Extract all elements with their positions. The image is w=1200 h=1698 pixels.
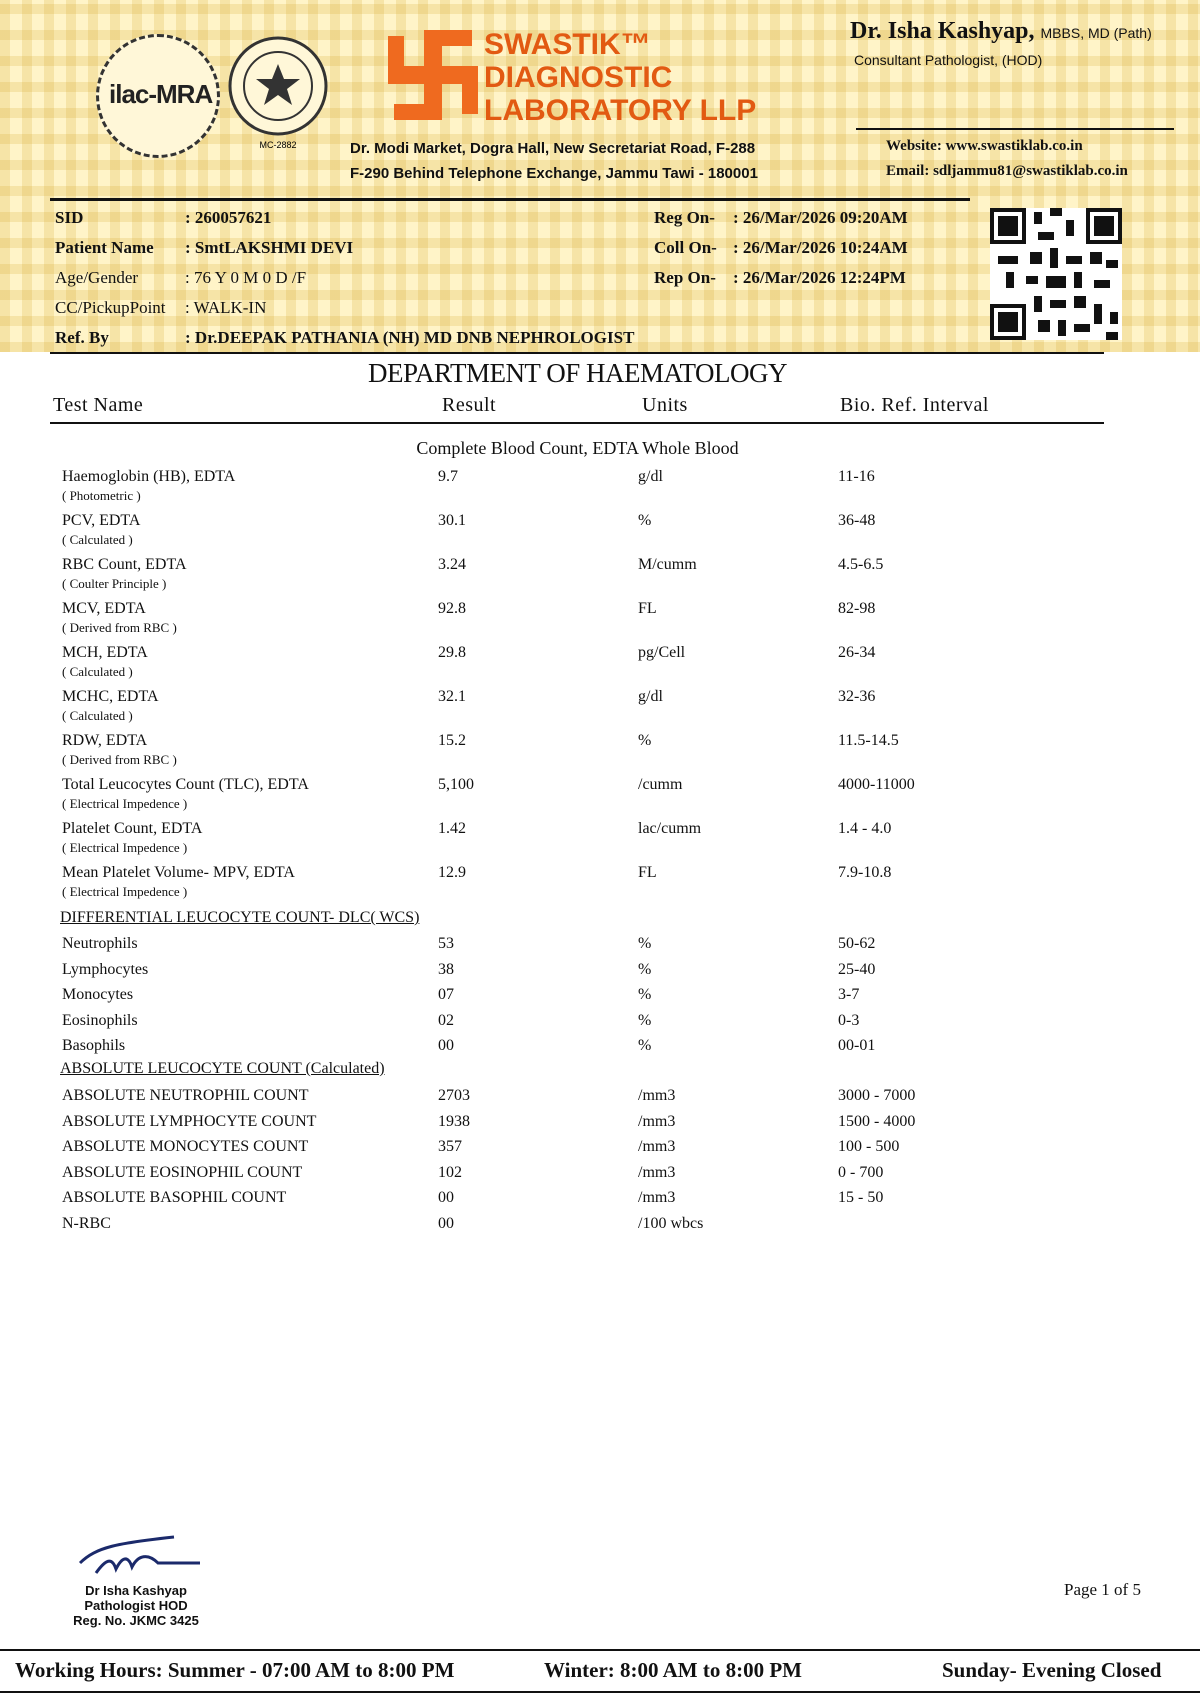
- test-name: Platelet Count, EDTA: [62, 820, 203, 837]
- unit-value: %: [638, 935, 652, 952]
- ref-interval: 82-98: [838, 600, 876, 617]
- ref-interval: 4000-11000: [838, 776, 915, 793]
- patient-name-value: : SmtLAKSHMI DEVI: [185, 238, 354, 257]
- divider: [0, 1649, 1200, 1651]
- ref-interval: 36-48: [838, 512, 876, 529]
- result-value: 15.2: [438, 732, 466, 749]
- test-name: ABSOLUTE MONOCYTES COUNT: [62, 1138, 309, 1155]
- ref-interval: 50-62: [838, 935, 876, 952]
- unit-value: /100 wbcs: [638, 1214, 704, 1232]
- test-method: ( Photometric ): [62, 488, 141, 503]
- address-line-1: Dr. Modi Market, Dogra Hall, New Secretariat Road, F-288: [350, 140, 756, 157]
- ref-interval: 1.4 - 4.0: [838, 820, 892, 837]
- unit-value: /mm3: [638, 1163, 676, 1181]
- signature-block: [56, 1585, 216, 1628]
- result-value: 9.7: [438, 468, 458, 485]
- unit-value: %: [638, 986, 652, 1003]
- unit-value: /mm3: [638, 1138, 676, 1155]
- result-value: 00: [438, 1214, 454, 1232]
- result-value: 02: [438, 1011, 454, 1029]
- patient-name-label: Patient Name: [55, 238, 154, 257]
- coll-on-value: : 26/Mar/2026 10:24AM: [733, 238, 908, 257]
- test-method: ( Derived from RBC ): [62, 620, 177, 635]
- coll-on-label: Coll On-: [654, 238, 717, 257]
- unit-value: FL: [638, 864, 657, 881]
- brand-line-1: SWASTIK™: [484, 28, 651, 61]
- column-test-name: Test Name: [53, 394, 144, 416]
- age-gender-label: Age/Gender: [55, 268, 139, 287]
- result-value: 38: [438, 960, 454, 978]
- result-value: 1938: [438, 1112, 470, 1130]
- test-name: MCH, EDTA: [62, 644, 148, 661]
- section-title: Complete Blood Count, EDTA Whole Blood: [416, 438, 739, 458]
- reg-on-value: : 26/Mar/2026 09:20AM: [733, 208, 908, 227]
- test-name: ABSOLUTE LYMPHOCYTE COUNT: [62, 1112, 317, 1130]
- result-value: 1.42: [438, 820, 466, 837]
- test-name: Lymphocytes: [62, 960, 149, 978]
- test-name: ABSOLUTE EOSINOPHIL COUNT: [62, 1163, 303, 1181]
- unit-value: %: [638, 960, 652, 978]
- test-name: Monocytes: [62, 986, 134, 1003]
- ref-by-label: Ref. By: [55, 328, 109, 347]
- sid-label: SID: [55, 208, 84, 227]
- result-value: 5,100: [438, 776, 474, 793]
- ref-interval: 25-40: [838, 960, 876, 978]
- result-value: 00: [438, 1189, 454, 1206]
- unit-value: pg/Cell: [638, 644, 686, 661]
- alc-heading: ABSOLUTE LEUCOCYTE COUNT (Calculated): [60, 1060, 385, 1077]
- unit-value: /mm3: [638, 1087, 676, 1104]
- unit-value: M/cumm: [638, 556, 697, 573]
- ref-by-value: : Dr.DEEPAK PATHANIA (NH) MD DNB NEPHROLOGIST: [185, 328, 635, 347]
- test-name: Eosinophils: [62, 1011, 138, 1029]
- test-method: ( Electrical Impedence ): [62, 884, 188, 899]
- divider: [856, 128, 1174, 130]
- lab-brand: [388, 22, 768, 132]
- brand-line-3: LABORATORY LLP: [484, 94, 757, 127]
- unit-value: g/dl: [638, 688, 663, 705]
- result-value: 102: [438, 1163, 462, 1181]
- cc-value: : WALK-IN: [185, 298, 267, 317]
- result-value: 92.8: [438, 600, 466, 617]
- test-method: ( Electrical Impedence ): [62, 796, 188, 811]
- reg-on-label: Reg On-: [654, 208, 715, 227]
- signatory-name: Dr Isha Kashyap: [85, 1583, 187, 1598]
- qr-code-icon[interactable]: [990, 208, 1122, 340]
- column-units: Units: [642, 394, 688, 416]
- test-method: ( Calculated ): [62, 664, 133, 679]
- column-ref-interval: Bio. Ref. Interval: [840, 394, 989, 416]
- test-name: MCHC, EDTA: [62, 688, 159, 705]
- address-line-2: F-290 Behind Telephone Exchange, Jammu Tawi - 180001: [350, 165, 758, 182]
- test-method: ( Derived from RBC ): [62, 752, 177, 767]
- result-value: 357: [438, 1138, 462, 1155]
- column-result: Result: [442, 394, 497, 416]
- ref-interval: 1500 - 4000: [838, 1112, 916, 1130]
- unit-value: %: [638, 1037, 652, 1054]
- test-name: RDW, EDTA: [62, 732, 148, 749]
- unit-value: %: [638, 1011, 652, 1029]
- test-name: ABSOLUTE NEUTROPHIL COUNT: [62, 1087, 309, 1104]
- result-value: 30.1: [438, 512, 466, 529]
- ref-interval: 7.9-10.8: [838, 864, 892, 881]
- unit-value: %: [638, 512, 652, 529]
- consultant-name: Dr. Isha Kashyap, MBBS, MD (Path): [850, 18, 1152, 44]
- test-name: RBC Count, EDTA: [62, 556, 187, 573]
- result-value: 00: [438, 1037, 454, 1054]
- unit-value: /mm3: [638, 1189, 676, 1206]
- result-value: 2703: [438, 1087, 470, 1104]
- nabl-seal-icon: [226, 34, 330, 152]
- unit-value: /mm3: [638, 1112, 676, 1130]
- signatory-reg: Reg. No. JKMC 3425: [73, 1613, 199, 1628]
- result-value: 07: [438, 986, 454, 1003]
- test-name: Total Leucocytes Count (TLC), EDTA: [62, 776, 309, 793]
- signatory-title: Pathologist HOD: [84, 1598, 188, 1613]
- result-value: 53: [438, 935, 454, 952]
- signature-image: [66, 1533, 216, 1579]
- test-name: Mean Platelet Volume- MPV, EDTA: [62, 864, 295, 881]
- test-name: MCV, EDTA: [62, 600, 146, 617]
- age-gender-value: : 76 Y 0 M 0 D /F: [185, 268, 307, 287]
- test-name: Haemoglobin (HB), EDTA: [62, 468, 236, 485]
- divider: [50, 198, 970, 201]
- dlc-heading: DIFFERENTIAL LEUCOCYTE COUNT- DLC( WCS): [60, 909, 420, 926]
- test-name: ABSOLUTE BASOPHIL COUNT: [62, 1189, 287, 1206]
- unit-value: lac/cumm: [638, 820, 702, 837]
- page-number: Page 1 of 5: [1064, 1580, 1141, 1599]
- consultant-title: Consultant Pathologist, (HOD): [854, 52, 1043, 68]
- cc-label: CC/PickupPoint: [55, 298, 166, 317]
- department-title: DEPARTMENT OF HAEMATOLOGY: [368, 358, 787, 388]
- divider: [50, 352, 1104, 354]
- ref-interval: 00-01: [838, 1037, 876, 1054]
- ref-interval: 0-3: [838, 1011, 860, 1029]
- brand-line-2: DIAGNOSTIC: [484, 61, 673, 94]
- ref-interval: 3-7: [838, 986, 860, 1003]
- result-value: 3.24: [438, 556, 466, 573]
- swastik-logo-icon: [388, 22, 478, 128]
- unit-value: %: [638, 732, 652, 749]
- winter-hours: Winter: 8:00 AM to 8:00 PM: [544, 1658, 802, 1682]
- unit-value: FL: [638, 600, 657, 617]
- rep-on-label: Rep On-: [654, 268, 716, 287]
- ref-interval: 11-16: [838, 468, 875, 485]
- ref-interval: 3000 - 7000: [838, 1087, 916, 1104]
- nabl-code: MC-2882: [259, 140, 297, 150]
- divider: [0, 1691, 1200, 1693]
- ilac-logo-text: ilac-MRA: [109, 79, 213, 109]
- test-method: ( Electrical Impedence ): [62, 840, 188, 855]
- test-name: PCV, EDTA: [62, 512, 141, 529]
- rep-on-value: : 26/Mar/2026 12:24PM: [733, 268, 906, 287]
- unit-value: g/dl: [638, 468, 663, 485]
- ref-interval: 4.5-6.5: [838, 556, 884, 573]
- ref-interval: 32-36: [838, 688, 876, 705]
- ref-interval: 0 - 700: [838, 1163, 884, 1181]
- sid-value: : 260057621: [185, 208, 272, 227]
- ref-interval: 11.5-14.5: [838, 732, 899, 749]
- consultant-degree: MBBS, MD (Path): [1040, 25, 1152, 41]
- test-method: ( Calculated ): [62, 532, 133, 547]
- test-name: Basophils: [62, 1037, 126, 1054]
- divider: [50, 422, 1104, 424]
- test-method: ( Coulter Principle ): [62, 576, 167, 591]
- test-name: N-RBC: [62, 1214, 111, 1232]
- unit-value: /cumm: [638, 776, 683, 793]
- report-header: [0, 0, 1200, 352]
- website-link[interactable]: Website: www.swastiklab.co.in: [886, 138, 1083, 154]
- sunday-hours: Sunday- Evening Closed: [942, 1658, 1162, 1682]
- email-link[interactable]: Email: sdljammu81@swastiklab.co.in: [886, 163, 1128, 179]
- test-name: Neutrophils: [62, 935, 138, 952]
- test-method: ( Calculated ): [62, 708, 133, 723]
- result-value: 12.9: [438, 864, 466, 881]
- result-value: 29.8: [438, 644, 466, 661]
- ref-interval: 100 - 500: [838, 1138, 900, 1155]
- ilac-mra-logo: [96, 34, 220, 158]
- summer-hours: Working Hours: Summer - 07:00 AM to 8:00 PM: [15, 1658, 455, 1682]
- ref-interval: 26-34: [838, 644, 876, 661]
- result-value: 32.1: [438, 688, 466, 705]
- ref-interval: 15 - 50: [838, 1189, 884, 1206]
